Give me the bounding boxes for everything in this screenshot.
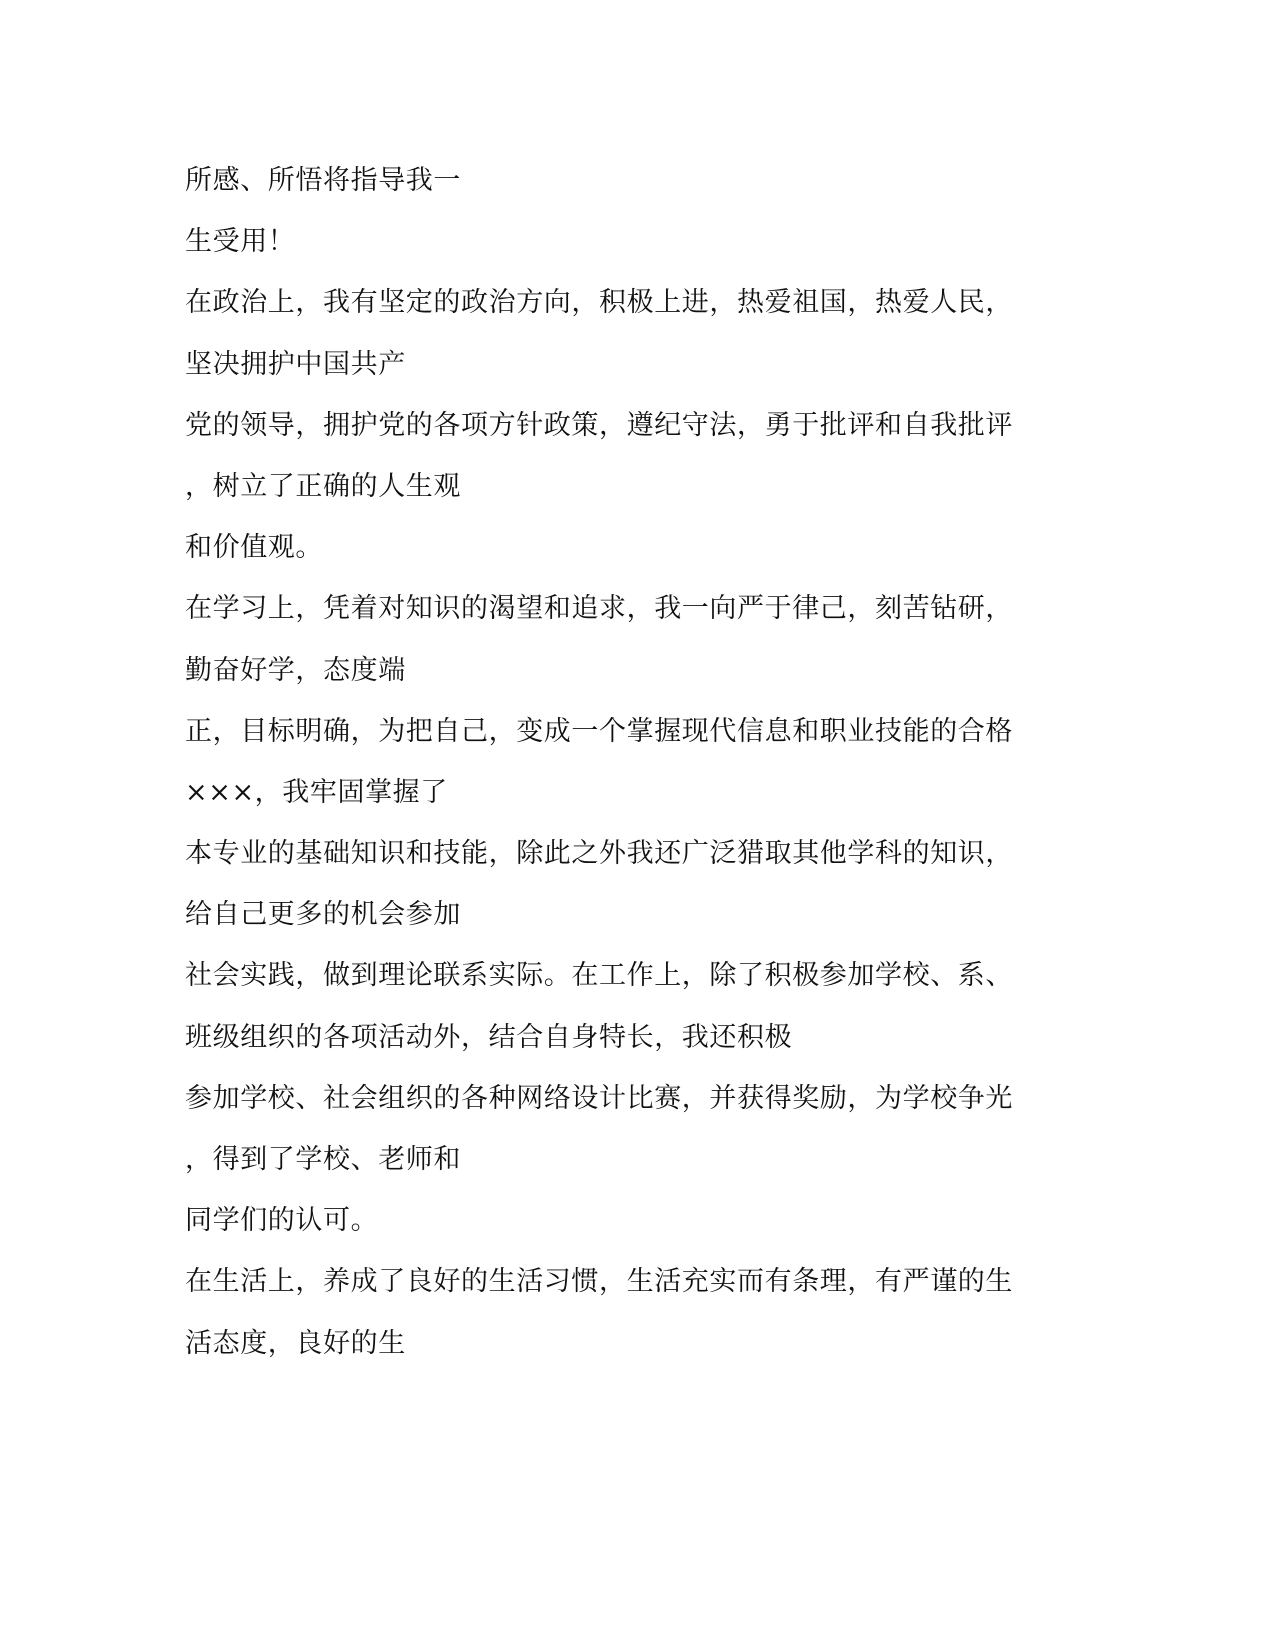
text-line: 同学们的认可。 xyxy=(185,1205,379,1237)
text-line: 活态度，良好的生 xyxy=(185,1327,406,1359)
text-line: 本专业的基础知识和技能，除此之外我还广泛猎取其他学科的知识， xyxy=(185,838,1013,870)
text-line: ，树立了正确的人生观 xyxy=(185,470,461,502)
text-line: 在生活上，养成了良好的生活习惯，生活充实而有条理，有严谨的生 xyxy=(185,1266,1013,1298)
text-line: 班级组织的各项活动外，结合自身特长，我还积极 xyxy=(185,1021,793,1053)
text-line: 正，目标明确，为把自己，变成一个掌握现代信息和职业技能的合格 xyxy=(185,715,1013,747)
text-line: 在政治上，我有坚定的政治方向，积极上进，热爱祖国，热爱人民， xyxy=(185,287,1013,319)
text-line: 党的领导，拥护党的各项方针政策，遵纪守法，勇于批评和自我批评 xyxy=(185,409,1013,441)
text-line: 所感、所悟将指导我一 xyxy=(185,165,461,196)
body-text xyxy=(185,150,1085,1374)
text-line: ，得到了学校、老师和 xyxy=(185,1144,461,1175)
text-line: 参加学校、社会组织的各种网络设计比赛，并获得奖励，为学校争光 xyxy=(185,1082,1013,1114)
text-line: 给自己更多的机会参加 xyxy=(185,899,461,931)
text-line: ×××，我牢固掌握了 xyxy=(185,776,448,808)
text-line: 生受用！ xyxy=(185,226,296,258)
text-line: 勤奋好学，态度端 xyxy=(185,654,406,686)
text-line: 在学习上，凭着对知识的渴望和追求，我一向严于律己，刻苦钻研， xyxy=(185,593,1013,625)
text-line: 和价值观。 xyxy=(185,532,323,564)
text-line: 坚决拥护中国共产 xyxy=(185,348,406,380)
text-line: 社会实践，做到理论联系实际。在工作上，除了积极参加学校、系、 xyxy=(185,960,1013,992)
